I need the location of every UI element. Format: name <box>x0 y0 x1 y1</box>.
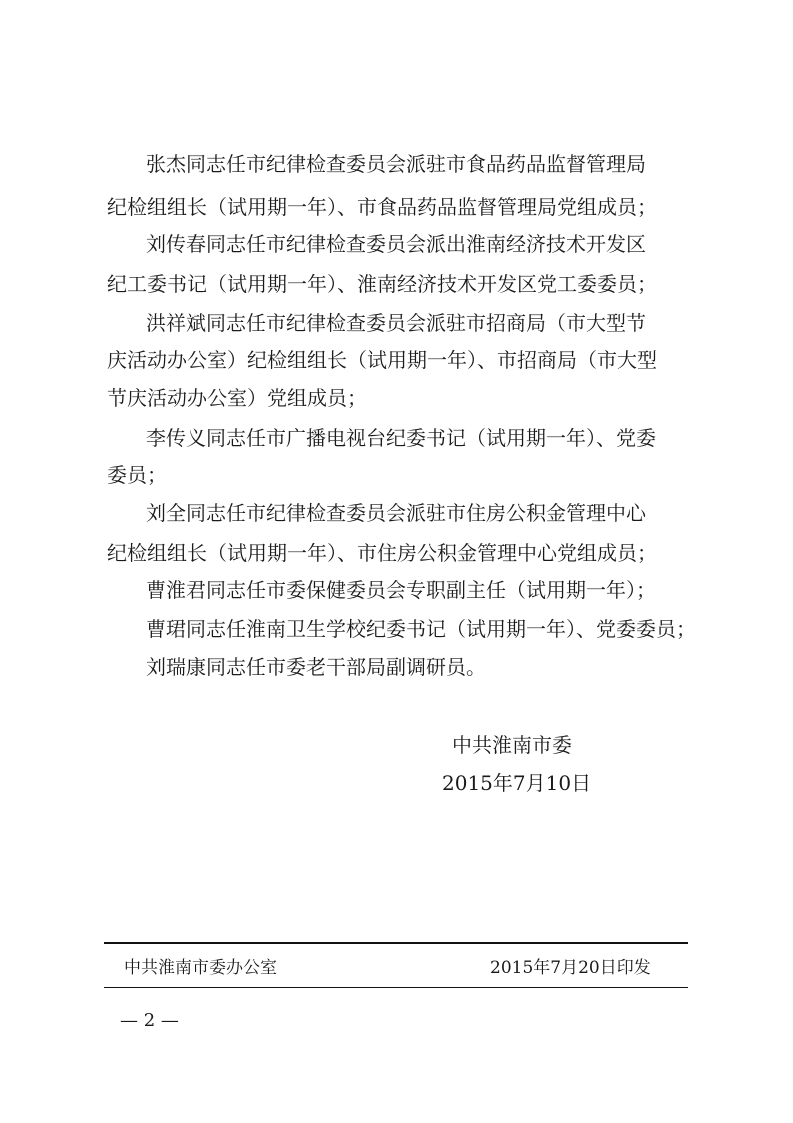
paragraph-line: 纪检组组长（试用期一年）、市住房公积金管理中心党组成员； <box>107 541 657 565</box>
footer-issuer: 中共淮南市委办公室 <box>124 958 277 978</box>
paragraph-line: 曹淮君同志任市委保健委员会专职副主任（试用期一年）； <box>146 578 656 602</box>
paragraph-line: 曹珺同志任淮南卫生学校纪委书记（试用期一年）、党委委员； <box>146 617 696 641</box>
paragraph-line: 纪工委书记（试用期一年）、淮南经济技术开发区党工委委员； <box>107 272 657 296</box>
paragraph-line: 刘传春同志任市纪律检查委员会派出淮南经济技术开发区 <box>146 232 646 256</box>
paragraph-line: 刘全同志任市纪律检查委员会派驻市住房公积金管理中心 <box>146 501 646 525</box>
paragraph-line: 洪祥斌同志任市纪律检查委员会派驻市招商局（市大型节 <box>146 311 646 335</box>
paragraph-line: 张杰同志任市纪律检查委员会派驻市食品药品监督管理局 <box>146 152 646 176</box>
paragraph-line: 庆活动办公室）纪检组组长（试用期一年）、市招商局（市大型 <box>107 348 657 372</box>
paragraph-line: 委员； <box>107 463 167 487</box>
footer-print-date: 2015年7月20日印发 <box>490 958 651 978</box>
footer-top-rule <box>104 942 688 944</box>
page-number: — 2 — <box>120 1010 179 1031</box>
paragraph-line: 节庆活动办公室）党组成员； <box>107 386 367 410</box>
paragraph-line: 纪检组组长（试用期一年）、市食品药品监督管理局党组成员； <box>107 195 657 219</box>
signature-organization: 中共淮南市委 <box>452 733 572 757</box>
signature-date: 2015年7月10日 <box>442 771 592 795</box>
paragraph-line: 李传义同志任市广播电视台纪委书记（试用期一年）、党委 <box>146 426 656 450</box>
paragraph-line: 刘瑞康同志任市委老干部局副调研员。 <box>146 655 486 679</box>
footer-bottom-rule <box>104 987 688 988</box>
